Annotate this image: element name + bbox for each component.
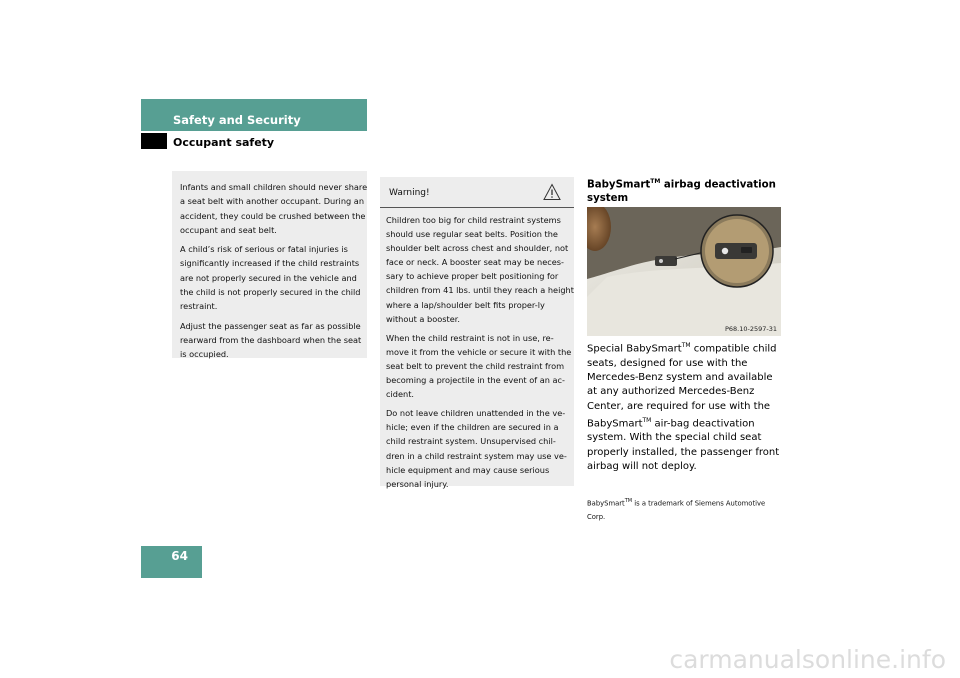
warning-paragraph: Do not leave children unattended in the ve-hicle; even if the children are secured in a child restraint system. Unsupervised chil-dren in a child restraint system may use ve-hicle equipment and may cause serious personal injury.: [386, 408, 567, 489]
babysmart-body-text: Special BabySmart™ compatible child seats, designed for use with the Mercedes-Benz system and available at any authorized Mercedes-Benz Center, are required for use with the BabySmart™ air-bag deactivation system. With the special child seat properly installed, the passenger front airbag will not deploy.: [587, 342, 780, 473]
dashboard-illustration: [587, 207, 781, 336]
section-header-bar: [141, 99, 367, 131]
section-title: Safety and Security: [173, 113, 301, 127]
note-box: [172, 171, 367, 358]
subsection-marker: [141, 133, 167, 149]
airbag-deactivation-photo: [587, 207, 781, 336]
warning-title: Warning!: [389, 188, 430, 198]
trademark-footnote: BabySmart™ is a trademark of Siemens Automotive Corp.: [587, 498, 766, 521]
page-number: 64: [171, 549, 188, 563]
warning-paragraph: When the child restraint is not in use, re-move it from the vehicle or secure it with the seat belt to prevent the child restraint from becoming a projectile in the event of an ac-cident.: [386, 332, 572, 400]
note-paragraph: A child’s risk of serious or fatal injuries is significantly increased if the child restraints are not properly secured in the vehicle and the child is not properly secured in the child restraint.: [180, 244, 361, 312]
warning-divider: [380, 207, 574, 208]
warning-triangle-icon: [543, 183, 561, 201]
warning-paragraph: Children too big for child restraint systems should use regular seat belts. Position the shoulder belt across chest and shoulder, not face or neck. A booster seat may be neces-sary to achieve proper belt positioning for children from 41 lbs. until they reach a height where a lap/shoulder belt fits proper-ly without a booster.: [386, 215, 574, 324]
babysmart-heading: BabySmart™ airbag deactivation system: [587, 178, 776, 205]
page-number-box: [141, 546, 202, 578]
note-paragraph: Adjust the passenger seat as far as possible rearward from the dashboard when the seat is occupied.: [180, 320, 362, 360]
watermark: carmanualsonline.info: [669, 645, 946, 674]
subsection-title: Occupant safety: [173, 136, 275, 149]
note-paragraph: Infants and small children should never share a seat belt with another occupant. During an accident, they could be crushed between the occupant and seat belt.: [180, 182, 368, 235]
warning-box: [380, 177, 574, 489]
photo-reference-code: P68.10-2597-31: [724, 325, 777, 333]
